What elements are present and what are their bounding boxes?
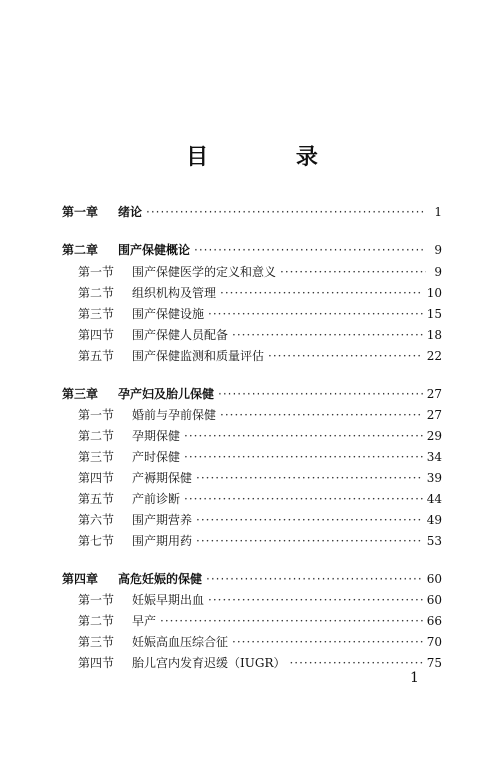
entry-number: 第三节 (78, 450, 115, 464)
entry-page: 29 (426, 429, 442, 443)
entry-page: 22 (426, 349, 442, 363)
entry-title: 围产保健设施 (132, 307, 205, 321)
entry-title: 婚前与孕前保健 (132, 408, 217, 422)
entry-page: 75 (426, 656, 442, 670)
entry-number: 第四节 (78, 328, 115, 342)
entry-title: 绪论 (118, 205, 143, 219)
entry-number: 第二节 (78, 614, 115, 628)
dot-leader (206, 571, 423, 587)
entry-title: 产前诊断 (132, 492, 181, 506)
dot-leader (146, 204, 426, 220)
page-title: 目 录 (186, 144, 358, 170)
entry-number: 第四章 (62, 572, 99, 586)
dot-leader (184, 428, 423, 444)
entry-page: 34 (426, 450, 442, 464)
toc-entry-section (78, 264, 442, 280)
entry-title: 早产 (132, 614, 157, 628)
entry-page: 39 (426, 471, 442, 485)
toc-entry-section (78, 327, 442, 343)
entry-page: 27 (426, 408, 442, 422)
entry-title: 孕产妇及胎儿保健 (118, 387, 215, 401)
entry-page: 10 (426, 286, 442, 300)
toc-entry-section (78, 613, 442, 629)
entry-page: 66 (426, 614, 442, 628)
toc-entry-chapter-2 (62, 242, 442, 258)
toc-entry-section (78, 428, 442, 444)
toc-entry-section (78, 470, 442, 486)
entry-page: 60 (426, 593, 442, 607)
entry-number: 第二章 (62, 243, 99, 257)
toc-entry-section (78, 533, 442, 549)
toc-entry-section (78, 512, 442, 528)
toc-entry-section (78, 407, 442, 423)
dot-leader (268, 348, 423, 364)
dot-leader (289, 655, 422, 671)
entry-title: 围产保健监测和质量评估 (132, 349, 265, 363)
entry-number: 第三章 (62, 387, 99, 401)
entry-page: 49 (426, 513, 442, 527)
dot-leader (184, 449, 423, 465)
entry-page: 70 (426, 635, 442, 649)
dot-leader (194, 242, 426, 258)
entry-number: 第七节 (78, 534, 115, 548)
entry-title: 胎儿宫内发育迟缓（IUGR） (132, 656, 286, 670)
footer-page-number: 1 (410, 670, 419, 686)
entry-number: 第二节 (78, 286, 115, 300)
toc-entry-section (78, 449, 442, 465)
dot-leader (196, 470, 423, 486)
dot-leader (220, 407, 423, 423)
dot-leader (196, 533, 423, 549)
entry-page: 15 (426, 307, 442, 321)
dot-leader (220, 285, 423, 301)
dot-leader (184, 491, 423, 507)
toc-entry-chapter-3 (62, 386, 442, 402)
entry-number: 第二节 (78, 429, 115, 443)
entry-number: 第六节 (78, 513, 115, 527)
toc-entry-chapter-4 (62, 571, 442, 587)
entry-page: 1 (434, 205, 442, 219)
entry-number: 第三节 (78, 635, 115, 649)
entry-title: 产褥期保健 (132, 471, 193, 485)
entry-title: 围产期营养 (132, 513, 193, 527)
toc-entry-section (78, 285, 442, 301)
entry-title: 围产期用药 (132, 534, 193, 548)
entry-page: 60 (426, 572, 442, 586)
entry-page: 9 (434, 243, 442, 257)
dot-leader (232, 634, 423, 650)
dot-leader (160, 613, 423, 629)
entry-page: 53 (426, 534, 442, 548)
entry-page: 44 (426, 492, 442, 506)
dot-leader (208, 592, 423, 608)
dot-leader (232, 327, 423, 343)
dot-leader (280, 264, 426, 280)
entry-title: 孕期保健 (132, 429, 181, 443)
toc-entry-section (78, 491, 442, 507)
entry-number: 第一节 (78, 408, 115, 422)
toc-entry-section (78, 634, 442, 650)
toc-entry-chapter-1 (62, 204, 442, 220)
entry-title: 围产保健医学的定义和意义 (132, 265, 277, 279)
entry-title: 妊娠高血压综合征 (132, 635, 229, 649)
entry-number: 第一节 (78, 265, 115, 279)
entry-number: 第五节 (78, 492, 115, 506)
entry-title: 围产保健人员配备 (132, 328, 229, 342)
entry-number: 第五节 (78, 349, 115, 363)
entry-page: 9 (434, 265, 442, 279)
entry-title: 组织机构及管理 (132, 286, 217, 300)
entry-page: 18 (426, 328, 442, 342)
entry-title: 妊娠早期出血 (132, 593, 205, 607)
dot-leader (218, 386, 423, 402)
entry-page: 27 (426, 387, 442, 401)
toc-entry-section (78, 348, 442, 364)
entry-title: 高危妊娠的保健 (118, 572, 203, 586)
toc-entry-section (78, 306, 442, 322)
toc-entry-section (78, 655, 442, 671)
dot-leader (196, 512, 423, 528)
entry-number: 第一节 (78, 593, 115, 607)
entry-number: 第四节 (78, 656, 115, 670)
toc-entry-section (78, 592, 442, 608)
entry-number: 第四节 (78, 471, 115, 485)
dot-leader (208, 306, 423, 322)
entry-number: 第一章 (62, 205, 99, 219)
entry-title: 产时保健 (132, 450, 181, 464)
entry-title: 围产保健概论 (118, 243, 191, 257)
entry-number: 第三节 (78, 307, 115, 321)
